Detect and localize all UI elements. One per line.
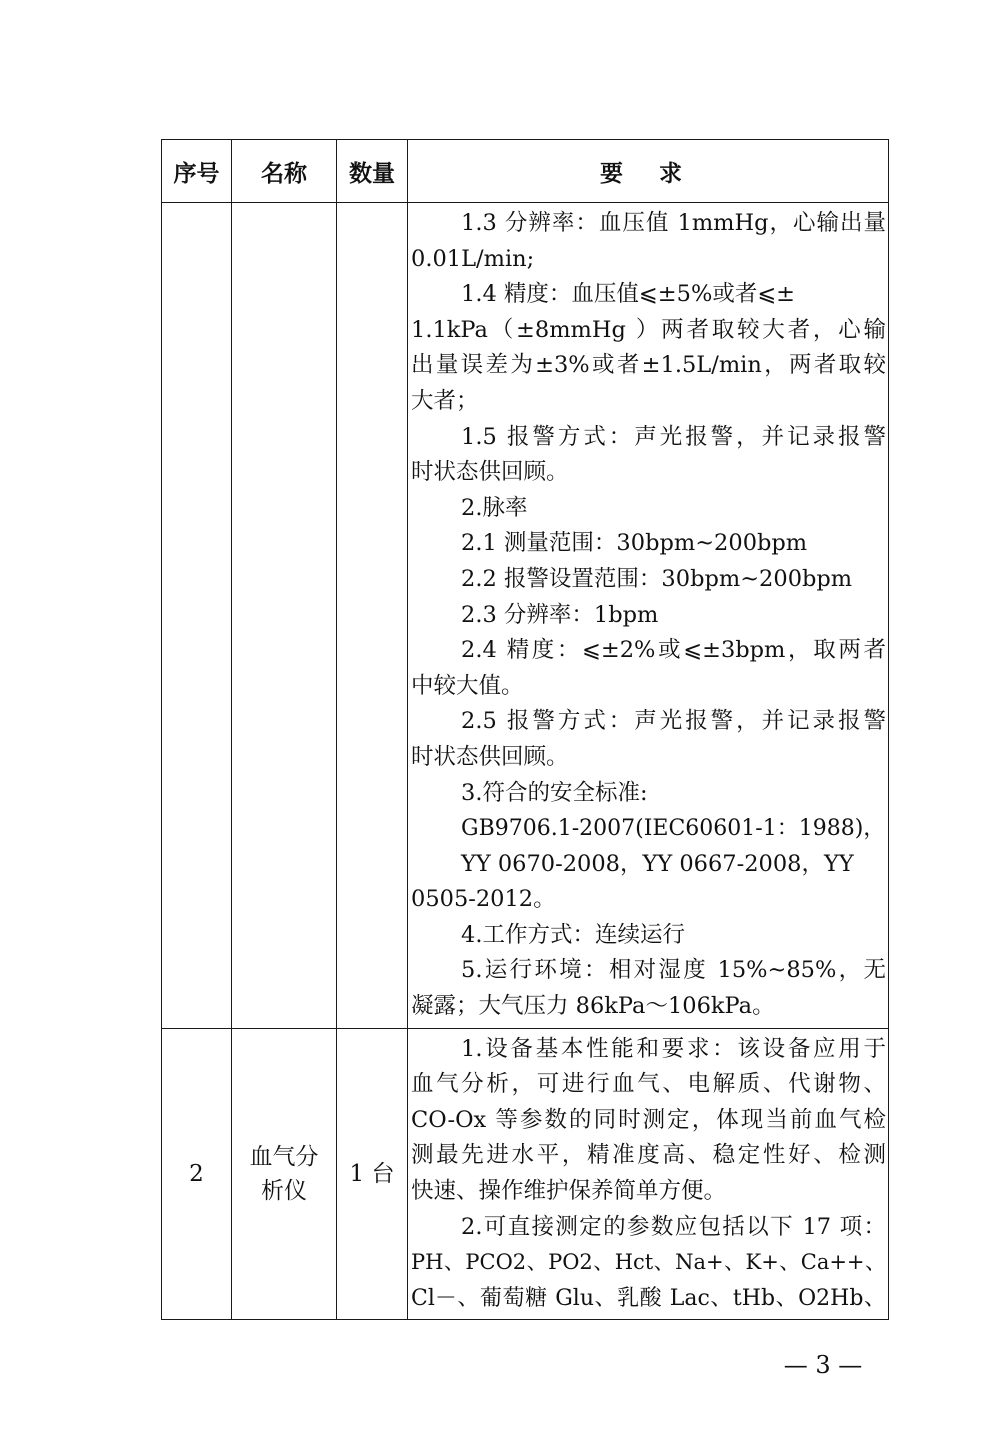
requirement-line: 时状态供回顾。 — [411, 459, 569, 486]
header-quantity: 数量 — [337, 140, 408, 203]
requirement-line: 3.符合的安全标准: — [461, 779, 648, 806]
page-number: — 3 — — [783, 1351, 863, 1379]
requirement-line: 1.1kPa（±8mmHg ）两者取较大者，心输 — [411, 316, 886, 343]
table-row — [162, 203, 889, 1029]
row-index: 2 — [162, 1028, 232, 1320]
requirement-line: 2.5 报警方式：声光报警，并记录报警 — [461, 708, 886, 735]
requirement-line: 2.2 报警设置范围：30bpm~200bpm — [461, 565, 853, 592]
row-quantity: 1 台 — [337, 1028, 408, 1320]
row-requirements — [408, 203, 889, 1029]
row-name — [232, 1028, 337, 1320]
requirement-line: 2.1 测量范围：30bpm~200bpm — [461, 530, 808, 557]
requirement-line: YY 0670-2008，YY 0667-2008，YY — [461, 850, 854, 877]
row-quantity — [337, 203, 408, 1029]
requirement-line: 2.可直接测定的参数应包括以下 17 项： — [461, 1213, 886, 1240]
requirement-line: 1.3 分辨率：血压值 1mmHg，心输出量 — [461, 210, 886, 236]
requirement-line: 出量误差为±3%或者±1.5L/min，两者取较 — [411, 352, 886, 379]
requirement-line: GB9706.1-2007(IEC60601-1：1988)， — [461, 816, 886, 842]
requirement-line: 0.01L/min; — [411, 245, 535, 272]
requirement-line: 测最先进水平，精准度高、稳定性好、检测 — [411, 1142, 886, 1169]
requirement-line: PH、PCO2、PO2、Hct、Na+、K+、Ca++、 — [411, 1250, 886, 1275]
requirement-line: 凝露；大气压力 86kPa～106kPa。 — [411, 993, 775, 1020]
header-requirements: 要 求 — [408, 140, 889, 203]
requirement-line: 0505-2012。 — [411, 886, 556, 913]
requirement-line: Cl－、葡萄糖 Glu、乳酸 Lac、tHb、O2Hb、 — [411, 1285, 886, 1311]
requirement-line: CO-Ox 等参数的同时测定，体现当前血气检 — [411, 1106, 886, 1133]
requirement-line: 2.脉率 — [461, 494, 528, 521]
requirement-line: 2.4 精度：⩽±2%或⩽±3bpm，取两者 — [461, 637, 886, 664]
header-name: 名称 — [232, 140, 337, 203]
requirements-table — [161, 139, 889, 1320]
requirement-line: 4.工作方式：连续运行 — [461, 921, 685, 948]
requirement-line: 时状态供回顾。 — [411, 743, 569, 770]
row-name-line: 血气分 — [249, 1144, 319, 1171]
requirement-line: 5.运行环境：相对湿度 15%~85%，无 — [461, 957, 886, 984]
requirement-line: 中较大值。 — [411, 672, 524, 699]
header-index: 序号 — [162, 140, 232, 203]
requirement-line: 大者； — [411, 387, 479, 414]
row-requirements — [408, 1028, 889, 1320]
requirement-line: 血气分析，可进行血气、电解质、代谢物、 — [411, 1071, 886, 1098]
requirement-line: 1.5 报警方式：声光报警，并记录报警 — [461, 423, 886, 450]
row-name-line: 析仪 — [261, 1178, 307, 1205]
requirement-line: 2.3 分辨率：1bpm — [461, 601, 659, 628]
requirement-line: 快速、操作维护保养简单方便。 — [411, 1178, 727, 1205]
row-name — [232, 203, 337, 1029]
requirement-line: 1.4 精度：血压值⩽±5%或者⩽± — [461, 281, 796, 308]
requirement-line: 1.设备基本性能和要求：该设备应用于 — [461, 1035, 886, 1062]
row-index — [162, 203, 232, 1029]
table-header-row — [162, 140, 889, 203]
table-row — [162, 1028, 889, 1320]
